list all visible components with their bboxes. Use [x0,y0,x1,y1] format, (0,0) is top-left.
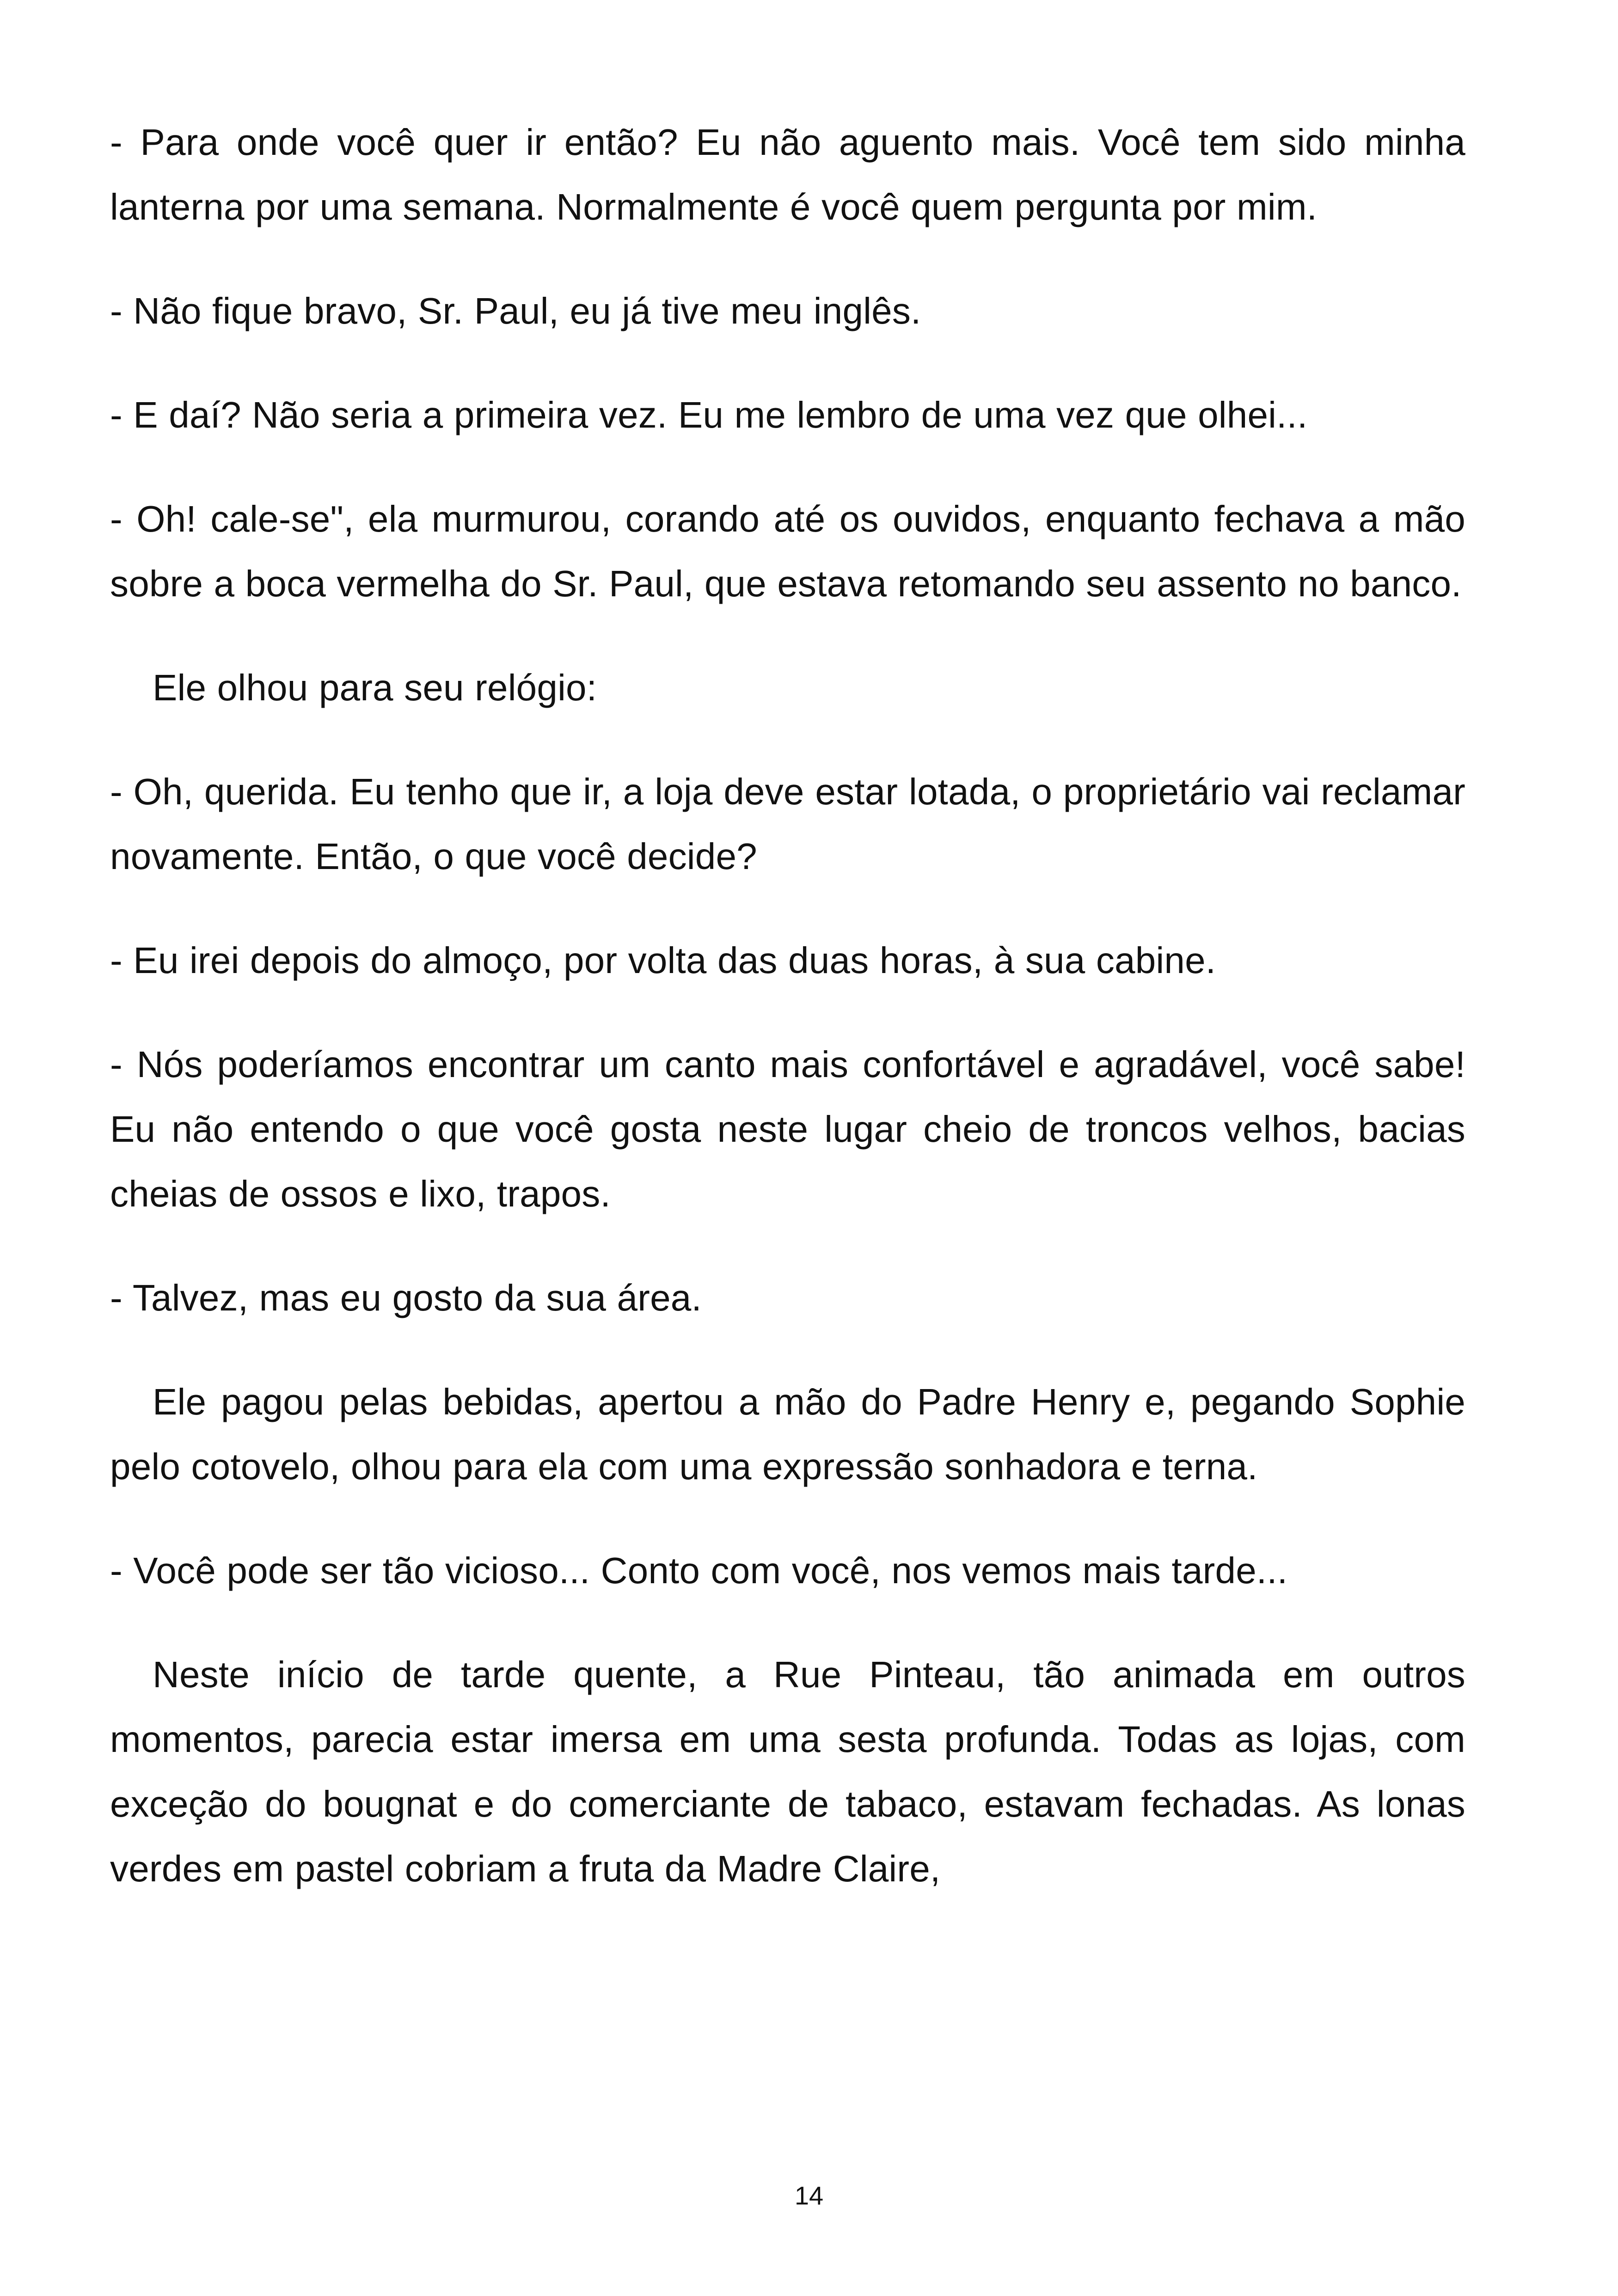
paragraph-7: - Eu irei depois do almoço, por volta das duas horas, à sua cabine. [110,940,1216,981]
paragraph-11: - Você pode ser tão vicioso... Conto com você, nos vemos mais tarde... [110,1550,1288,1591]
paragraph-1: - Para onde você quer ir então? Eu não aguento mais. Você tem sido minha lanterna por uma semana. Normalmente é você quem pergunta por mim. [110,122,1465,227]
paragraph-8: - Nós poderíamos encontrar um canto mais confortável e agradável, você sabe! Eu não entendo o que você gosta neste lugar cheio de troncos velhos, bacias cheias de ossos e lixo, trapos. [110,1044,1465,1214]
paragraph-3: - E daí? Não seria a primeira vez. Eu me lembro de uma vez que olhei... [110,394,1308,435]
paragraph-5: Ele olhou para seu relógio: [153,667,597,708]
paragraph-12: Neste início de tarde quente, a Rue Pinteau, tão animada em outros momentos, parecia estar imersa em uma sesta profunda. Todas as lojas, com exceção do bougnat e do comerciante de tabaco, estavam fechadas. As lonas verdes em pastel cobriam a fruta da Madre Claire, [110,1654,1465,1889]
paragraph-6: - Oh, querida. Eu tenho que ir, a loja deve estar lotada, o proprietário vai reclamar novamente. Então, o que você decide? [110,771,1465,877]
paragraph-2: - Não fique bravo, Sr. Paul, eu já tive meu inglês. [110,290,921,331]
paragraph-9: - Talvez, mas eu gosto da sua área. [110,1277,702,1318]
text-column [110,110,1465,1941]
paragraph-4: - Oh! cale-se", ela murmurou, corando até os ouvidos, enquanto fechava a mão sobre a boca vermelha do Sr. Paul, que estava retomando seu assento no banco. [110,498,1465,604]
paragraph-10: Ele pagou pelas bebidas, apertou a mão do Padre Henry e, pegando Sophie pelo cotovelo, olhou para ela com uma expressão sonhadora e terna. [110,1381,1465,1487]
page-number: 14 [794,2181,824,2210]
